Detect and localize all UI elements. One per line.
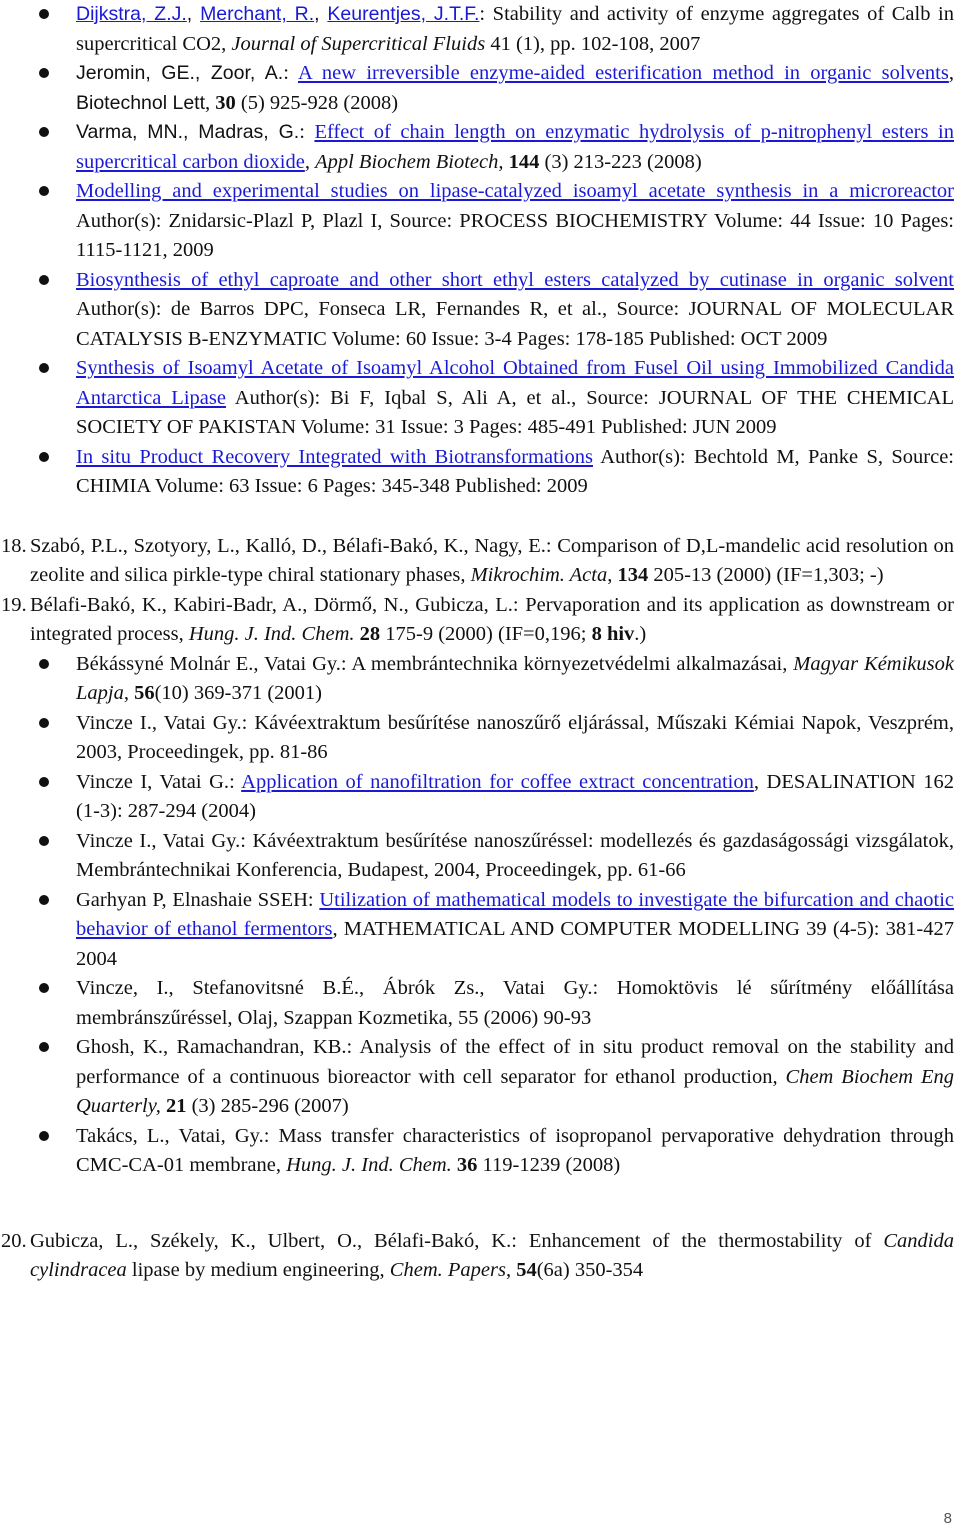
volume-number: 28 (359, 623, 381, 645)
publication-number: 18. (1, 534, 27, 557)
citation-text: Vincze I., Vatai Gy.: Kávéextraktum besűrítése nanoszűréssel: modellezés és gazdaságossági vizsgálatok, Membrántechnikai Konferencia, Budapest, 2004, Proceedingek, pp. 61-66 (76, 829, 954, 881)
citation-bekassyne (0, 650, 960, 709)
citation-bechtold (0, 443, 960, 502)
journal-title: Biotechnol Lett (76, 91, 206, 114)
citation-details: Author(s): Bi F, Iqbal S, Ali A, et al., Source: JOURNAL OF THE CHEMICAL SOCIETY OF PAKISTAN Volume: 31 Issue: 3 Pages: 485-491 Published: JUN 2009 (76, 386, 954, 438)
title-link[interactable]: Modelling and experimental studies on lipase-catalyzed isoamyl acetate synthesis in a microreactor (76, 180, 954, 202)
citation-vincze-desalination (0, 768, 960, 827)
author-separator: , (314, 3, 328, 25)
publication-text: lipase by medium engineering, (126, 1259, 390, 1281)
separator: , (607, 564, 618, 586)
title-link[interactable]: In situ Product Recovery Integrated with Biotransformations (76, 445, 593, 468)
citation-details: (10) 369-371 (2001) (154, 682, 322, 704)
citation-count: 8 hiv (591, 623, 635, 645)
publication-19 (0, 591, 960, 650)
title-link[interactable]: Utilization of mathematical models to investigate the bifurcation and chaotic behavior of ethanol fermentors (76, 888, 954, 940)
separator: , (205, 91, 216, 114)
citation-znidarsic (0, 177, 960, 266)
publication-text: Szabó, P.L., Szotyory, L., Kalló, D., Bélafi-Bakó, K., Nagy, E.: Comparison of D,L-mandelic acid resolution on zeolite and silica pirkle-type chiral stationary phases, (30, 534, 954, 586)
citation-garhyan (0, 886, 960, 975)
citation-text: Takács, L., Vatai, Gy.: Mass transfer characteristics of isopropanol pervaporative dehydration through CMC-CA-01 membrane, (76, 1124, 954, 1176)
publication-number: 19. (1, 593, 27, 616)
citation-ghosh (0, 1033, 960, 1122)
citation-details: 119-1239 (2008) (477, 1154, 621, 1176)
citation-de-barros (0, 266, 960, 355)
publication-number: 20. (1, 1229, 27, 1252)
citation-details: 205-13 (2000) (IF=1,303; -) (648, 564, 884, 586)
title-link[interactable]: Biosynthesis of ethyl caproate and other short ethyl esters catalyzed by cutinase in organic solvent (76, 268, 954, 291)
publication-text: Bélafi-Bakó, K., Kabiri-Badr, A., Dörmő, N., Gubicza, L.: Pervaporation and its application as downstream or integrated process, (30, 593, 954, 645)
citation-takacs (0, 1122, 960, 1181)
citation-details: 175-9 (2000) (IF=0,196; (380, 623, 592, 645)
citation-authors: Vincze I, Vatai G. (76, 770, 230, 793)
citation-bi (0, 354, 960, 443)
journal-title: Mikrochim. Acta (470, 564, 608, 586)
citation-vincze-2006 (0, 974, 960, 1033)
volume-number: 54 (516, 1259, 537, 1281)
journal-title: Appl Biochem Biotech, (315, 150, 504, 173)
spacer (0, 502, 960, 532)
publication-18 (0, 532, 960, 591)
title-link[interactable]: A new irreversible enzyme-aided esterification method in organic solvents (298, 62, 949, 84)
citation-details: , MATHEMATICAL AND COMPUTER MODELLING 39 (4-5): 381-427 2004 (76, 918, 954, 970)
publication-20 (0, 1227, 960, 1286)
citation-details: Author(s): Znidarsic-Plazl P, Plazl I, Source: PROCESS BIOCHEMISTRY Volume: 44 Issue: 10 Pages: 1115-1121, 2009 (76, 209, 954, 261)
volume-number: 21 (165, 1095, 187, 1117)
volume-number: 144 (508, 150, 540, 173)
volume-number: 36 (456, 1154, 478, 1176)
author-link-keurentjes[interactable]: Keurentjes, J.T.F. (327, 3, 480, 25)
title-link[interactable]: Effect of chain length on enzymatic hydrolysis of p-nitrophenyl esters in supercritical carbon dioxide (76, 121, 954, 173)
citation-details: Author(s): de Barros DPC, Fonseca LR, Fernandes R, et al., Source: JOURNAL OF MOLECULAR CATALYSIS B-ENZYMATIC Volume: 60 Issue: 3-4 Pages: 178-185 Published: OCT 2009 (76, 298, 954, 350)
author-link-dijkstra[interactable]: Dijkstra, Z.J. (76, 3, 187, 25)
citation-jeromin (0, 59, 960, 118)
species-name: Candida cylindracea (30, 1229, 954, 1281)
citation-details: .) (634, 623, 647, 645)
citation-details: 41 (1), pp. 102-108, 2007 (485, 32, 701, 55)
publication-text: Gubicza, L., Székely, K., Ulbert, O., Bélafi-Bakó, K.: Enhancement of the thermostability of (30, 1229, 884, 1252)
journal-title: Journal of Supercritical Fluids (231, 32, 486, 55)
citation-authors: Garhyan P, Elnashaie SSEH (76, 888, 308, 911)
author-link-merchant[interactable]: Merchant, R. (200, 3, 315, 25)
citation-text: Vincze I., Vatai Gy.: Kávéextraktum besűrítése nanoszűrő eljárással, Műszaki Kémiai Napok, Veszprém, 2003, Proceedingek, pp. 81-86 (76, 711, 954, 763)
citation-details: , DESALINATION 162 (1-3): 287-294 (2004) (76, 770, 954, 822)
spacer (0, 1181, 960, 1227)
separator: , (304, 150, 316, 173)
citation-text: Békássyné Molnár E., Vatai Gy.: A membrántechnika környezetvédelmi alkalmazásai, (76, 652, 794, 675)
citation-details: (5) 925-928 (2008) (235, 91, 399, 114)
journal-title: Chem. Papers (389, 1259, 506, 1281)
volume-number: 134 (617, 564, 649, 586)
citation-text: Ghosh, K., Ramachandran, KB.: Analysis of the effect of in situ product removal on the stability and performance of a continuous bioreactor with cell separator for ethanol production, (76, 1036, 954, 1088)
separator: : (307, 888, 320, 911)
journal-title: Hung. J. Ind. Chem. (286, 1154, 452, 1176)
title-link[interactable]: Synthesis of Isoamyl Acetate of Isoamyl Alcohol Obtained from Fusel Oil using Immobilized Candida Antarctica Lipase (76, 357, 954, 409)
page-number: 8 (943, 1509, 952, 1527)
citation-text: Vincze, I., Stefanovitsné B.É., Ábrók Zs., Vatai Gy.: Homoktövis lé sűrítmény előállítása membránszűréssel, Olaj, Szappan Kozmetika, 55 (2006) 90-93 (76, 977, 954, 1029)
author-separator: , (186, 3, 201, 25)
separator: : (229, 770, 242, 793)
citation-varma (0, 118, 960, 177)
citation-details: Author(s): Bechtold M, Panke S, Source: CHIMIA Volume: 63 Issue: 6 Pages: 345-348 Published: 2009 (76, 445, 954, 497)
citation-text: : Stability and activity of enzyme aggregates of Calb in supercritical CO2, (76, 3, 954, 55)
journal-title: Hung. J. Ind. Chem. (188, 623, 355, 645)
journal-title: Magyar Kémikusok Lapja (76, 652, 954, 704)
citation-dijkstra (0, 0, 960, 59)
citation-authors: Jeromin, GE., Zoor, A. (76, 62, 284, 84)
citation-details: (3) 285-296 (2007) (186, 1095, 349, 1117)
separator: , (948, 62, 954, 84)
separator: , (505, 1259, 517, 1281)
separator: : (283, 62, 298, 84)
citation-details: (3) 213-223 (2008) (539, 150, 702, 173)
separator: : (299, 121, 315, 143)
volume-number: 56 (134, 682, 155, 704)
title-link[interactable]: Application of nanofiltration for coffee extract concentration (241, 770, 754, 793)
citation-details: (6a) 350-354 (536, 1259, 644, 1281)
citation-vincze-2003 (0, 709, 960, 768)
separator: , (123, 682, 135, 704)
citation-vincze-2004 (0, 827, 960, 886)
journal-title: Chem Biochem Eng Quarterly, (76, 1065, 954, 1117)
citation-authors: Varma, MN., Madras, G. (76, 121, 300, 143)
volume-number: 30 (215, 91, 236, 114)
